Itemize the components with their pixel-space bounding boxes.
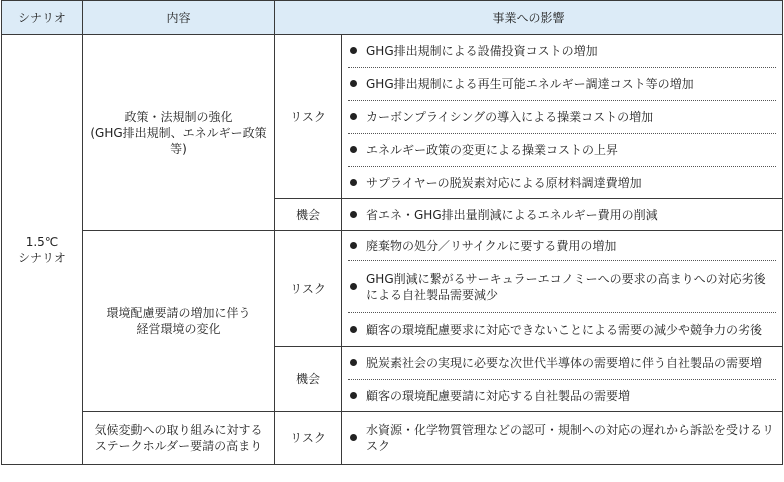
effects-list [342, 347, 782, 411]
list-item [348, 261, 776, 313]
scenario-label-line: 1.5℃ [25, 234, 59, 249]
bullet-icon [350, 47, 357, 54]
bullet-icon [350, 211, 357, 218]
effect-text: 脱炭素社会の実現に必要な次世代半導体の需要増に伴う自社製品の需要増 [366, 356, 763, 370]
effect-text: サプライヤーの脱炭素対応による原材料調達費増加 [366, 175, 642, 190]
content-cell-policy [83, 35, 275, 231]
scenario-cell [2, 35, 83, 465]
list-item [348, 35, 776, 68]
effects-cell [342, 412, 783, 465]
table-row [2, 231, 783, 347]
effects-cell [342, 199, 783, 231]
bullet-icon [350, 146, 357, 153]
content-line: (GHG排出規制、エネルギー政策 [90, 125, 267, 140]
list-item [348, 412, 776, 464]
list-item [348, 68, 776, 101]
type-cell-opportunity: 機会 [275, 199, 342, 231]
content-line: 気候変動への取り組みに対する [94, 423, 263, 437]
effect-text: カーボンプライシングの導入による操業コストの増加 [366, 110, 654, 124]
effect-text: GHG削減に繋がるサーキュラーエコノミーへの要求の高まりへの対応劣後による自社製品需要減少 [366, 271, 766, 302]
table-row [2, 412, 783, 465]
scenario-label-line: シナリオ [18, 250, 66, 265]
content-line: 政策・法規制の強化 [124, 109, 233, 124]
effect-text: 顧客の環境配慮要求に対応できないことによる需要の減少や競争力の劣後 [366, 322, 763, 337]
content-line: 経営環境の変化 [136, 322, 221, 336]
effect-text: GHG排出規制による設備投資コストの増加 [366, 44, 598, 58]
effects-list [342, 231, 782, 346]
effect-text: GHG排出規制による再生可能エネルギー調達コスト等の増加 [366, 77, 694, 91]
header-scenario: シナリオ [2, 1, 83, 35]
type-cell-risk: リスク [275, 231, 342, 347]
effects-cell [342, 347, 783, 412]
list-item [348, 313, 776, 346]
header-content: 内容 [83, 1, 275, 35]
content-cell-stakeholder [83, 412, 275, 465]
effects-cell [342, 231, 783, 347]
bullet-icon [350, 283, 357, 290]
effects-list [342, 412, 782, 464]
bullet-icon [350, 434, 357, 441]
effects-cell [342, 35, 783, 199]
bullet-icon [350, 113, 357, 120]
climate-scenario-table [1, 0, 783, 465]
content-line: 等) [170, 141, 187, 156]
bullet-icon [350, 326, 357, 333]
list-item [348, 347, 776, 380]
content-line: 環境配慮要請の増加に伴う [106, 306, 251, 320]
content-line: ステークホルダー要請の高まり [94, 439, 263, 453]
list-item [348, 101, 776, 134]
content-cell-environment [83, 231, 275, 412]
effect-text: エネルギー政策の変更による操業コストの上昇 [366, 143, 619, 157]
list-item [348, 199, 776, 230]
list-item [348, 231, 776, 261]
effects-list [342, 199, 782, 230]
type-cell-risk: リスク [275, 35, 342, 199]
bullet-icon [350, 392, 357, 399]
list-item [348, 167, 776, 198]
header-impact: 事業への影響 [275, 1, 783, 35]
bullet-icon [350, 242, 357, 249]
bullet-icon [350, 179, 357, 186]
effect-text: 顧客の環境配慮要請に対応する自社製品の需要増 [366, 388, 631, 403]
bullet-icon [350, 359, 357, 366]
type-cell-opportunity: 機会 [275, 347, 342, 412]
bullet-icon [350, 80, 357, 87]
list-item [348, 380, 776, 411]
effects-list [342, 35, 782, 198]
table-header-row [2, 1, 783, 35]
list-item [348, 134, 776, 167]
table-row [2, 35, 783, 199]
effect-text: 省エネ・GHG排出量削減によるエネルギー費用の削減 [366, 207, 658, 222]
effect-text: 水資源・化学物質管理などの認可・規制への対応の遅れから訴訟を受けるリスク [366, 423, 775, 453]
type-cell-risk: リスク [275, 412, 342, 465]
effect-text: 廃棄物の処分／リサイクルに要する費用の増加 [366, 238, 617, 253]
